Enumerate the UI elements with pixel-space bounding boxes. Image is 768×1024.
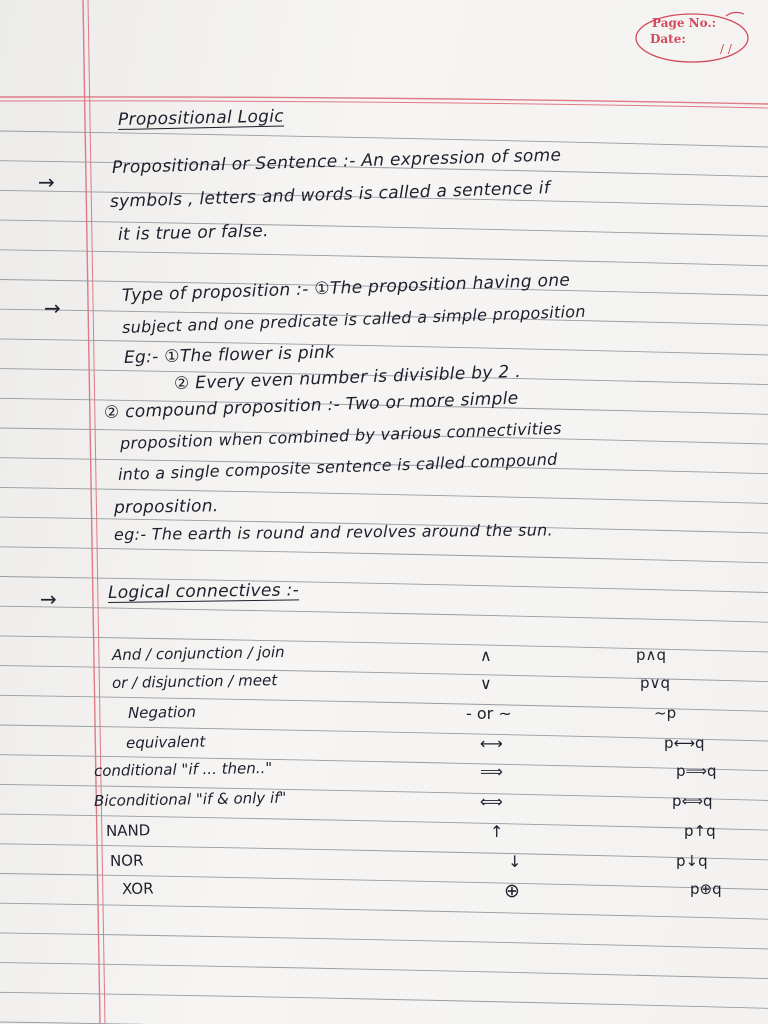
connective-row bbox=[0, 822, 768, 846]
date-slashes: / / bbox=[720, 42, 732, 56]
types-line-1: Type of proposition :- ①The proposition having one bbox=[121, 270, 571, 306]
connective-name: Biconditional "if & only if" bbox=[93, 788, 287, 810]
connective-example: p⟹q bbox=[676, 762, 717, 780]
connective-row bbox=[0, 852, 768, 876]
ruled-line bbox=[0, 220, 768, 236]
connective-example: ~p bbox=[654, 704, 677, 722]
types-line-4: ② Every even number is divisible by 2 . bbox=[173, 361, 522, 394]
connective-symbol: - or ~ bbox=[466, 704, 512, 723]
connective-symbol: ↓ bbox=[508, 852, 522, 871]
connective-row bbox=[0, 880, 768, 904]
types-line-7: into a single composite sentence is called compound bbox=[117, 449, 558, 484]
connective-example: p∨q bbox=[640, 674, 671, 692]
page-title: Propositional Logic bbox=[117, 106, 285, 130]
ruled-line bbox=[0, 963, 768, 979]
ruled-line bbox=[0, 933, 768, 949]
connective-name: or / disjunction / meet bbox=[111, 671, 278, 692]
sentence-line-2: symbols , letters and words is called a sentence if bbox=[109, 178, 551, 212]
sentence-line-3: it is true or false. bbox=[117, 221, 269, 245]
connective-example: p⟺q bbox=[672, 792, 713, 810]
connective-symbol: ∧ bbox=[480, 646, 492, 665]
sentence-line-1: Propositional or Sentence :- An expression of some bbox=[111, 145, 562, 178]
connective-name: NAND bbox=[105, 821, 151, 840]
connective-example: p↓q bbox=[676, 852, 708, 870]
connective-example: p⊕q bbox=[690, 880, 722, 898]
ruled-line bbox=[0, 131, 768, 147]
connective-row bbox=[0, 671, 768, 698]
connective-name: Negation bbox=[127, 702, 197, 722]
ruled-line bbox=[0, 339, 768, 355]
connective-symbol: ↑ bbox=[490, 822, 504, 841]
connective-name: XOR bbox=[121, 879, 154, 898]
connective-row bbox=[0, 788, 768, 816]
connective-symbol: ⟹ bbox=[480, 762, 503, 781]
connective-row bbox=[0, 734, 768, 758]
connective-example: p⟷q bbox=[664, 734, 705, 752]
ruled-line bbox=[0, 547, 768, 563]
date-label: Date: bbox=[650, 32, 686, 46]
types-line-9: eg:- The earth is round and revolves around the sun. bbox=[113, 520, 554, 544]
connective-row bbox=[0, 704, 768, 728]
connective-example: p↑q bbox=[684, 822, 716, 840]
ruled-line bbox=[0, 250, 768, 266]
connective-name: NOR bbox=[109, 851, 144, 870]
page-date-stamp bbox=[634, 8, 756, 68]
connective-symbol: ∨ bbox=[480, 674, 492, 693]
types-line-3: Eg:- ①The flower is pink bbox=[123, 342, 336, 368]
connective-row bbox=[0, 642, 768, 670]
bullet-arrow: → bbox=[38, 170, 55, 194]
connective-name: equivalent bbox=[125, 732, 206, 752]
connective-name: conditional "if ... then.." bbox=[93, 758, 273, 780]
page-no-label: Page No.: bbox=[652, 16, 717, 30]
connective-name: And / conjunction / join bbox=[111, 642, 285, 664]
ruled-line bbox=[0, 903, 768, 919]
connective-symbol: ⊕ bbox=[504, 880, 520, 902]
connective-symbol: ⟺ bbox=[480, 792, 503, 811]
connective-example: p∧q bbox=[636, 646, 667, 664]
types-line-8: proposition. bbox=[113, 496, 219, 518]
ruled-line bbox=[0, 992, 768, 1008]
types-line-6: proposition when combined by various connectivities bbox=[119, 418, 563, 453]
bullet-arrow: → bbox=[40, 587, 57, 611]
types-line-5: ② compound proposition :- Two or more simple bbox=[103, 388, 519, 423]
connectives-heading: Logical connectives :- bbox=[107, 580, 300, 603]
types-line-2: subject and one predicate is called a simple proposition bbox=[121, 301, 587, 337]
connective-symbol: ⟷ bbox=[480, 734, 503, 753]
ruled-line bbox=[0, 606, 768, 622]
bullet-arrow: → bbox=[44, 296, 61, 320]
connective-row bbox=[0, 758, 768, 786]
